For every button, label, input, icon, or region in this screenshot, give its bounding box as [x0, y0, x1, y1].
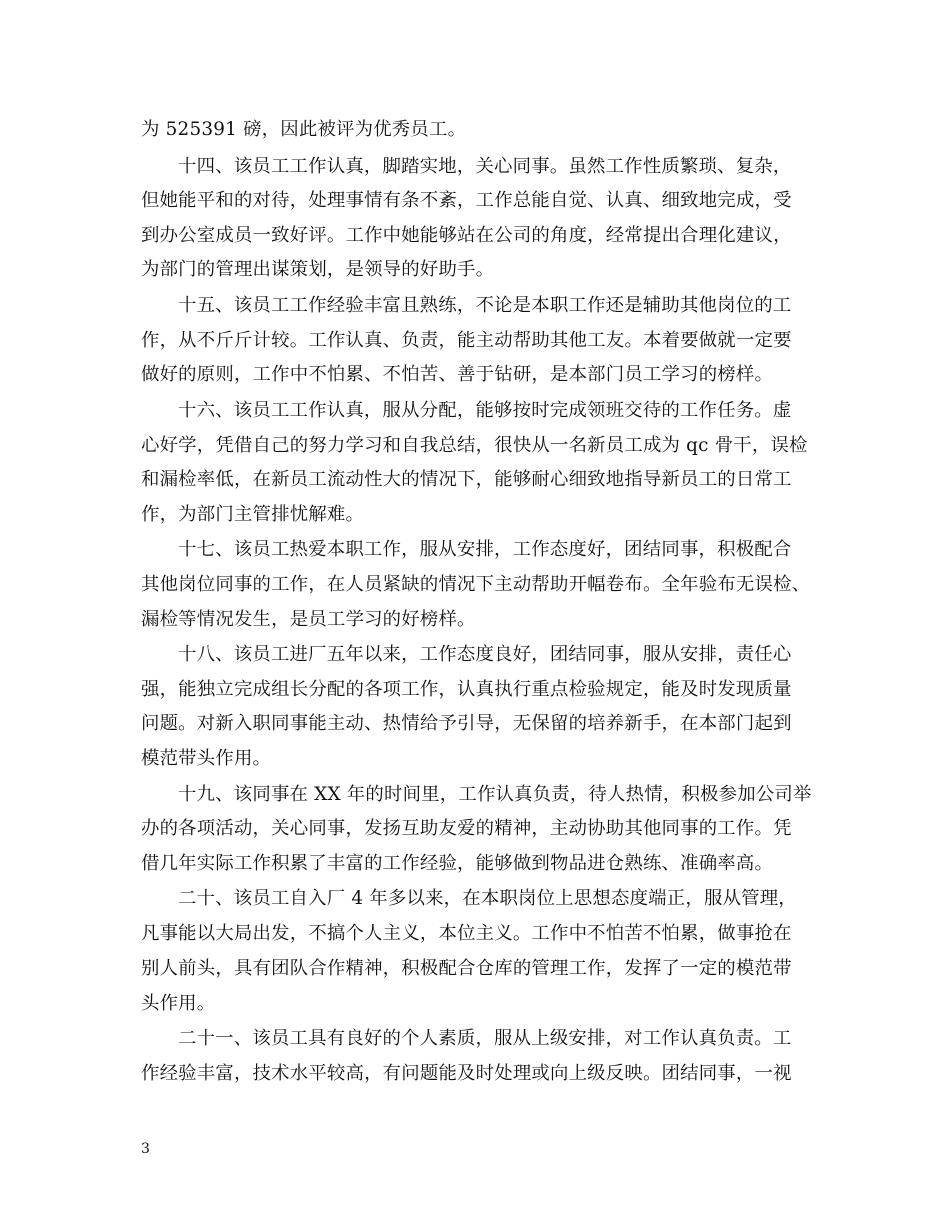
paragraph-14-line-4: 为部门的管理出谋策划，是领导的好助手。 — [141, 259, 495, 280]
paragraph-14-line-3: 到办公室成员一致好评。工作中她能够站在公司的角度，经常提出合理化建议， — [141, 225, 792, 246]
paragraph-20-line-4: 头作用。 — [141, 993, 216, 1014]
body-text-line: 为 525391 磅，因此被评为优秀员工。 — [141, 119, 467, 140]
paragraph-21-line-1: 二十一、该员工具有良好的个人素质，服从上级安排，对工作认真负责。工 — [178, 1028, 792, 1049]
paragraph-16-line-2: 心好学，凭借自己的努力学习和自我总结，很快从一名新员工成为 qc 骨干，误检 — [141, 435, 808, 456]
paragraph-16-line-4: 作，为部门主管排忧解难。 — [141, 504, 365, 525]
paragraph-16-line-3: 和漏检率低，在新员工流动性大的情况下，能够耐心细致地指导新员工的日常工 — [141, 469, 792, 490]
paragraph-15-line-2: 作，从不斤斤计较。工作认真、负责，能主动帮助其他工友。本着要做就一定要 — [141, 330, 792, 351]
page-number: 3 — [141, 1141, 150, 1157]
paragraph-20-line-2: 凡事能以大局出发，不搞个人主义，本位主义。工作中不怕苦不怕累，做事抢在 — [141, 923, 792, 944]
paragraph-18-line-4: 模范带头作用。 — [141, 748, 272, 769]
paragraph-19-line-2: 办的各项活动，关心同事，发扬互助友爱的精神，主动协助其他同事的工作。凭 — [141, 818, 792, 839]
paragraph-17-line-1: 十七、该员工热爱本职工作，服从安排，工作态度好，团结同事，积极配合 — [178, 539, 792, 560]
paragraph-18-line-3: 问题。对新入职同事能主动、热情给予引导，无保留的培养新手，在本部门起到 — [141, 713, 792, 734]
paragraph-15-line-3: 做好的原则，工作中不怕累、不怕苦、善于钻研，是本部门员工学习的榜样。 — [141, 364, 774, 385]
paragraph-18-line-1: 十八、该员工进厂五年以来，工作态度良好，团结同事，服从安排，责任心 — [178, 644, 792, 665]
paragraph-20-line-3: 别人前头，具有团队合作精神，积极配合仓库的管理工作，发挥了一定的模范带 — [141, 958, 792, 979]
paragraph-20-line-1: 二十、该员工自入厂 4 年多以来，在本职岗位上思想态度端正，服从管理， — [178, 888, 797, 909]
paragraph-19-line-3: 借几年实际工作积累了丰富的工作经验，能够做到物品进仓熟练、准确率高。 — [141, 853, 774, 874]
paragraph-17-line-3: 漏检等情况发生，是员工学习的好榜样。 — [141, 609, 476, 630]
paragraph-17-line-2: 其他岗位同事的工作，在人员紧缺的情况下主动帮助开幅卷布。全年验布无误检、 — [141, 574, 811, 595]
paragraph-18-line-2: 强，能独立完成组长分配的各项工作，认真执行重点检验规定，能及时发现质量 — [141, 679, 792, 700]
paragraph-19-line-1: 十九、该同事在 XX 年的时间里，工作认真负责，待人热情，积极参加公司举 — [178, 784, 812, 805]
paragraph-14-line-2: 但她能平和的对待，处理事情有条不紊，工作总能自觉、认真、细致地完成，受 — [141, 190, 792, 211]
paragraph-16-line-1: 十六、该员工工作认真，服从分配，能够按时完成领班交待的工作任务。虚 — [178, 400, 792, 421]
paragraph-21-line-2: 作经验丰富，技术水平较高，有问题能及时处理或向上级反映。团结同事，一视 — [141, 1063, 792, 1084]
paragraph-15-line-1: 十五、该员工工作经验丰富且熟练，不论是本职工作还是辅助其他岗位的工 — [178, 295, 792, 316]
paragraph-14-line-1: 十四、该员工工作认真，脚踏实地，关心同事。虽然工作性质繁琐、复杂， — [178, 156, 792, 177]
